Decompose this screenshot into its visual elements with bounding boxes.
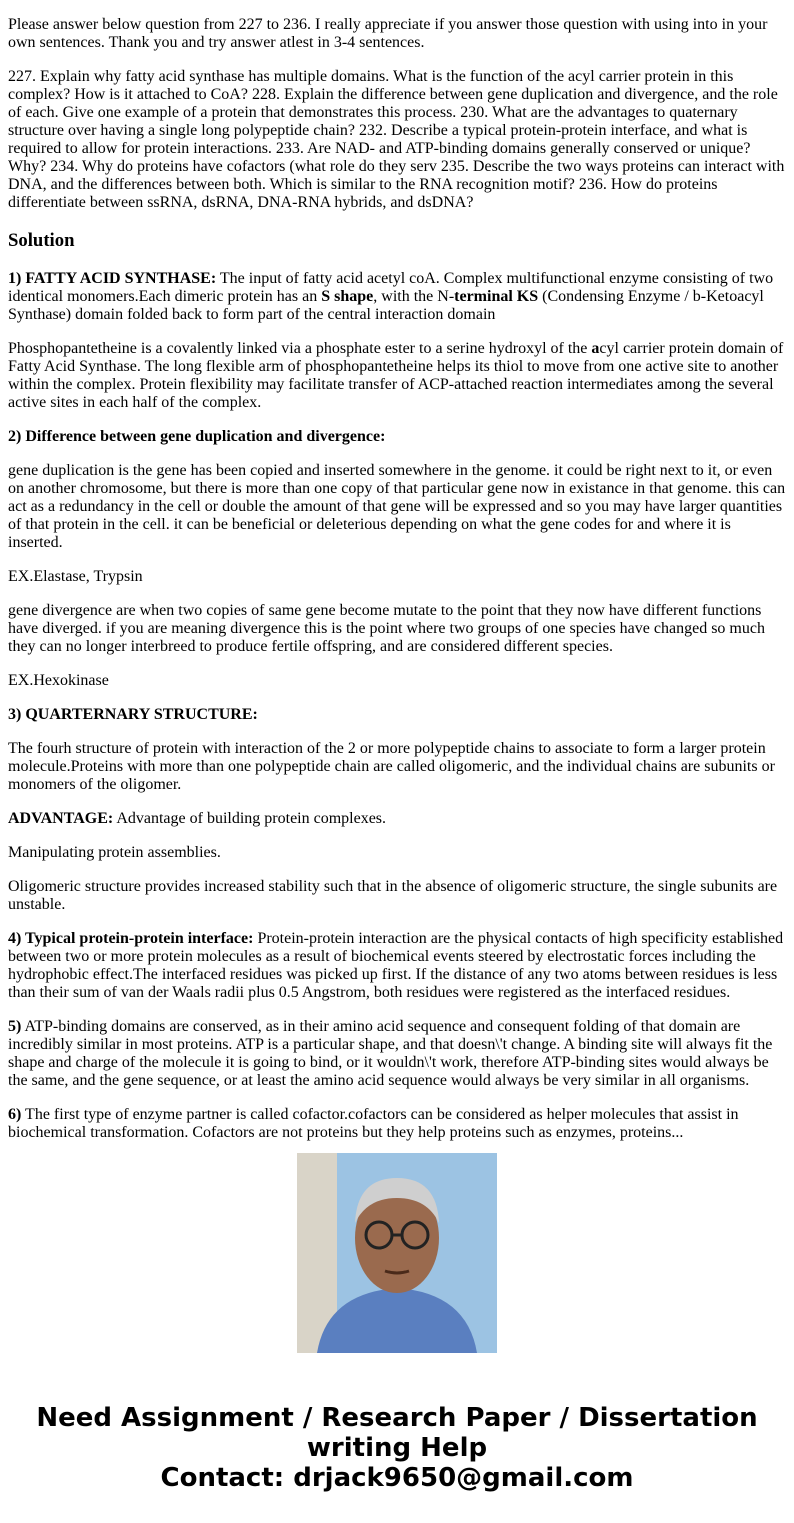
answer-2-title bbox=[8, 428, 786, 446]
answer-title: 5) bbox=[8, 1018, 22, 1035]
answer-title: 3) QUARTERNARY STRUCTURE: bbox=[8, 706, 258, 723]
answer-2-example-1: EX.Elastase, Trypsin bbox=[8, 568, 143, 585]
answer-3-title bbox=[8, 706, 786, 724]
answer-2-p2: gene divergence are when two copies of same gene become mutate to the point that they now have different functions have diverged. if you are meaning divergence this is the point where two groups of one species have changed so much they can no longer interbreed to produce fertile offspring, and are considered different species. bbox=[8, 602, 765, 655]
answer-title: 4) Typical protein-protein interface: bbox=[8, 930, 254, 947]
question-intro: Please answer below question from 227 to 236. I really appreciate if you answer those question with using into in your own sentences. Thank you and try answer atlest in 3-4 sentences. bbox=[8, 16, 768, 51]
author-photo bbox=[297, 1153, 497, 1353]
answer-title: 6) bbox=[8, 1106, 22, 1123]
answer-5 bbox=[8, 1018, 786, 1090]
document-content bbox=[8, 0, 786, 1141]
answer-2-p1: gene duplication is the gene has been copied and inserted somewhere in the genome. it could be right next to it, or even on another chromosome, but there is more than one copy of that particular gene now in existance in that genome. this can act as a redundancy in the cell or double the amount of that gene will be expressed and so you may have larger quantities of that protein in the cell. it can be beneficial or deleterious depending on what the gene codes for and where it is inserted. bbox=[8, 462, 786, 551]
text: Phosphopantetheine is a covalently linked via a phosphate ester to a serine hydroxyl of the bbox=[8, 340, 592, 357]
answer-title: ADVANTAGE: bbox=[8, 810, 114, 827]
answer-title: 2) Difference between gene duplication and divergence: bbox=[8, 428, 386, 445]
text: The first type of enzyme partner is called cofactor.cofactors can be considered as helper molecules that assist in biochemical transformation. Cofactors are not proteins but they help proteins such as enzymes, proteins... bbox=[8, 1106, 739, 1141]
text: The input of fatty acid acetyl coA. Complex multifunctional enzyme consisting of two identical monomers.Each dimeric protein has an bbox=[8, 270, 774, 305]
text: Advantage of building protein complexes. bbox=[113, 810, 387, 827]
bold-text: terminal KS bbox=[454, 288, 539, 305]
answer-3-p3: Manipulating protein assemblies. bbox=[8, 844, 221, 861]
answer-2-example-2: EX.Hexokinase bbox=[8, 672, 109, 689]
answer-6 bbox=[8, 1106, 786, 1142]
answer-1 bbox=[8, 270, 786, 324]
bold-text: S shape bbox=[321, 288, 374, 305]
text: Protein-protein interaction are the physical contacts of high specificity established between two or more protein molecules as a result of biochemical events steered by electrostatic forces including the hydrophobic effect.The interfaced residues was picked up first. If the distance of any two atoms between residues is less than their sum of van der Waals radii plus 0.5 Angstrom, both residues were registered as the interfaced residues. bbox=[8, 930, 784, 1001]
footer-contact: Contact: drjack9650@gmail.com bbox=[160, 1463, 634, 1493]
text: , with the N- bbox=[373, 288, 455, 305]
answer-title: 1) FATTY ACID SYNTHASE: bbox=[8, 270, 217, 287]
footer-line-1: Need Assignment / Research Paper / Dissertation writing Help bbox=[36, 1403, 758, 1463]
text: (Condensing Enzyme / b-Ketoacyl Synthase) domain folded back to form part of the central interaction domain bbox=[8, 288, 764, 323]
answer-4 bbox=[8, 930, 786, 1002]
bold-text: a bbox=[591, 340, 600, 357]
answer-1-p2 bbox=[8, 340, 786, 412]
answer-3-p1: The fourh structure of protein with interaction of the 2 or more polypeptide chains to associate to form a larger protein molecule.Proteins with more than one polypeptide chain are called oligomeric, and the individual chains are subunits or monomers of the oligomer. bbox=[8, 740, 775, 793]
question-text: 227. Explain why fatty acid synthase has multiple domains. What is the function of the acyl carrier protein in this complex? How is it attached to CoA? 228. Explain the difference between gene duplication and divergence, and the role of each. Give one example of a protein that demonstrates this process. 230. What are the advantages to quaternary structure over having a single long polypeptide chain? 232. Describe a typical protein-protein interface, and what is required to allow for protein interactions. 233. Are NAD- and ATP-binding domains generally conserved or unique? Why? 234. Why do proteins have cofactors (what role do they serv 235. Describe the two ways proteins can interact with DNA, and the differences between both. Which is similar to the RNA recognition motif? 236. How do proteins differentiate between ssRNA, dsRNA, DNA-RNA hybrids, and dsDNA? bbox=[8, 68, 785, 211]
answer-3-p4: Oligomeric structure provides increased stability such that in the absence of oligomeric structure, the single subunits are unstable. bbox=[8, 878, 778, 913]
text: ATP-binding domains are conserved, as in their amino acid sequence and consequent folding of that domain are incredibly similar in most proteins. ATP is a particular shape, and that doesn\'t change. A binding site will always fit the shape and charge of the molecule it is going to bind, or it wouldn\'t work, therefore ATP-binding sites would always be the same, and the gene sequence, or at least the amino acid sequence would always be very similar in all organisms. bbox=[8, 1018, 773, 1089]
footer-banner bbox=[0, 1403, 794, 1493]
answer-3-advantage bbox=[8, 810, 786, 828]
text: cyl carrier protein domain of Fatty Acid Synthase. The long flexible arm of phosphopantetheine helps its thiol to move from one active site to another within the complex. Protein flexibility may facilitate transfer of ACP-attached reaction intermediates among the several active sites in each half of the complex. bbox=[8, 340, 784, 411]
solution-heading: Solution bbox=[8, 230, 75, 251]
